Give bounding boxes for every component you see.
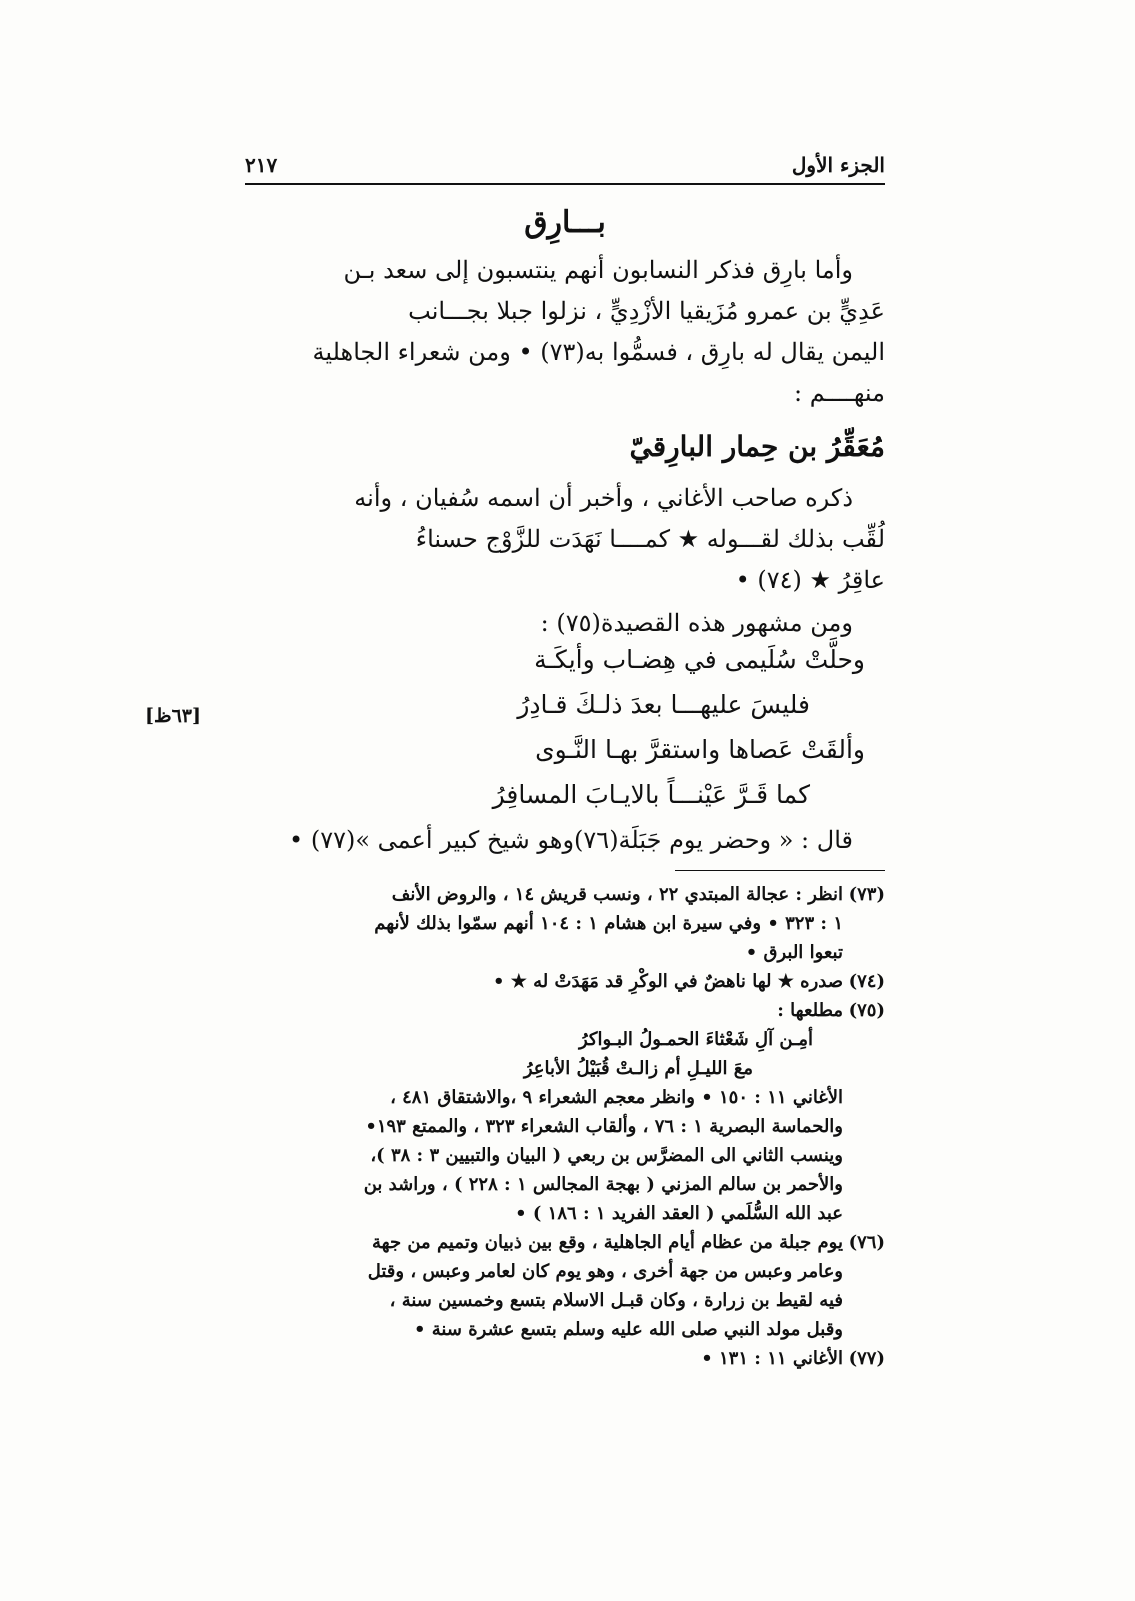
intro-paragraph [245, 250, 885, 414]
part-title: الجزء الأول [791, 153, 885, 177]
poem-intro [245, 603, 885, 644]
page-number: ٢١٧ [245, 153, 278, 177]
verse-line: وألقَتْ عَصاها واستقرَّ بهـا النَّـوى [535, 735, 865, 764]
footnote-line: الأغاني ١١ : ١٥٠ • وانظر معجم الشعراء ٩ ،والاشتقاق ٤٨١ ، [390, 1087, 843, 1108]
footnote-number: (٧٥) [848, 1000, 885, 1021]
page-header [245, 147, 885, 185]
intro-line: عَدِيٍّ بن عمرو مُزَيقيا الأزْدِيٍّ ، نزلوا جبلا بجـــانب [408, 297, 885, 325]
footnote-line: والأحمر بن سالم المزني ( بهجة المجالس ١ : ٢٢٨ ) ، وراشد بن [363, 1174, 843, 1195]
footnote-line: ١ : ٣٢٣ • وفي سيرة ابن هشام ١ : ١٠٤ أنهم سمّوا بذلك لأنهم [374, 913, 843, 934]
footnote-line: يوم جبلة من عظام أيام الجاهلية ، وقع بين ذبيان وتميم من جهة [372, 1232, 843, 1253]
footnote-verse: معَ الليـلِ أم زالـتْ قُبَيْلُ الأباعِرُ [523, 1058, 753, 1079]
bio-line: ذكره صاحب الأغاني ، وأخبر أن اسمه سُفيان ، وأنه [354, 484, 853, 512]
bio-paragraph [245, 478, 885, 601]
footnote-line: الأغاني ١١ : ١٣١ • [701, 1348, 843, 1369]
footnote-line: عبد الله السُّلَمي ( العقد الفريد ١ : ١٨٦ ) • [515, 1203, 843, 1224]
footnote-line: وقبل مولد النبي صلى الله عليه وسلم بتسع عشرة سنة • [414, 1319, 843, 1340]
poem-intro-text: ومن مشهور هذه القصيدة(٧٥) : [540, 609, 853, 637]
bio-line: لُقِّب بذلك لقـــوله ★ كمــــا نَهَدَت للزَّوْج حسناءُ [415, 525, 885, 553]
footnote [245, 880, 885, 967]
footnote [245, 1228, 885, 1344]
footnote-verse: أمِـن آلِ شَعْثاءَ الحمـولُ البـواكرُ [578, 1029, 813, 1050]
footnote [245, 967, 885, 996]
bio-line: عاقِرُ ★ (٧٤) • [735, 566, 885, 594]
footnote-number: (٧٤) [848, 971, 885, 992]
footnote [245, 1344, 885, 1373]
footnote-line: صدره ★ لها ناهضٌ في الوكْرِ قد مَهَدَتْ له ★ • [492, 971, 843, 992]
footnote-number: (٧٦) [848, 1232, 885, 1253]
footnote-number: (٧٣) [848, 884, 885, 905]
poet-name: مُعَقِّرُ بن حِمار البارِقيّ [629, 430, 885, 463]
verse-line: وحلَّتْ سُلَيمى في هِضـاب وأيكَـة [534, 645, 865, 674]
footnote-line: وينسب الثاني الى المضرَّس بن ربعي ( البيان والتبيين ٣ : ٣٨ )، [370, 1145, 843, 1166]
footnote-line: وعامر وعبس من جهة أخرى ، وهو يوم كان لعامر وعبس ، وقتل [367, 1261, 843, 1282]
footnotes [245, 880, 885, 1373]
closing-text: قال : « وحضر يوم جَبَلَة(٧٦)وهو شيخ كبير أعمى »(٧٧) • [289, 826, 853, 854]
footnote [245, 996, 885, 1228]
closing-paragraph [245, 820, 885, 861]
footnote-line: مطلعها : [777, 1000, 843, 1021]
intro-line: منهــــم : [794, 379, 885, 407]
footnote-line: انظر : عجالة المبتدي ٢٢ ، ونسب قريش ١٤ ، والروض الأنف [391, 884, 843, 905]
manuscript-folio-note: [٦٣ظ] [145, 705, 201, 727]
footnote-line: والحماسة البصرية ١ : ٧٦ ، وألقاب الشعراء ٣٢٣ ، والممتع ١٩٣• [365, 1116, 843, 1137]
footnote-divider [675, 870, 885, 871]
footnote-line: فيه لقيط بن زرارة ، وكان قبـل الاسلام بتسع وخمسين سنة ، [389, 1290, 843, 1311]
footnote-number: (٧٧) [848, 1348, 885, 1369]
section-title: بـــارِق [524, 205, 606, 240]
verse-line: فليسَ عليهـــا بعدَ ذلـكَ قـادِرُ [517, 690, 810, 719]
intro-line: اليمن يقال له بارِق ، فسمُّوا به(٧٣) • ومن شعراء الجاهلية [312, 338, 885, 366]
intro-line: وأما بارِق فذكر النسابون أنهم ينتسبون إلى سعد بـن [343, 256, 853, 284]
footnote-line: تبعوا البرق • [745, 942, 843, 963]
verse-line: كما قَـرَّ عَيْنـــاً بالايـابَ المسافِرُ [492, 780, 810, 809]
